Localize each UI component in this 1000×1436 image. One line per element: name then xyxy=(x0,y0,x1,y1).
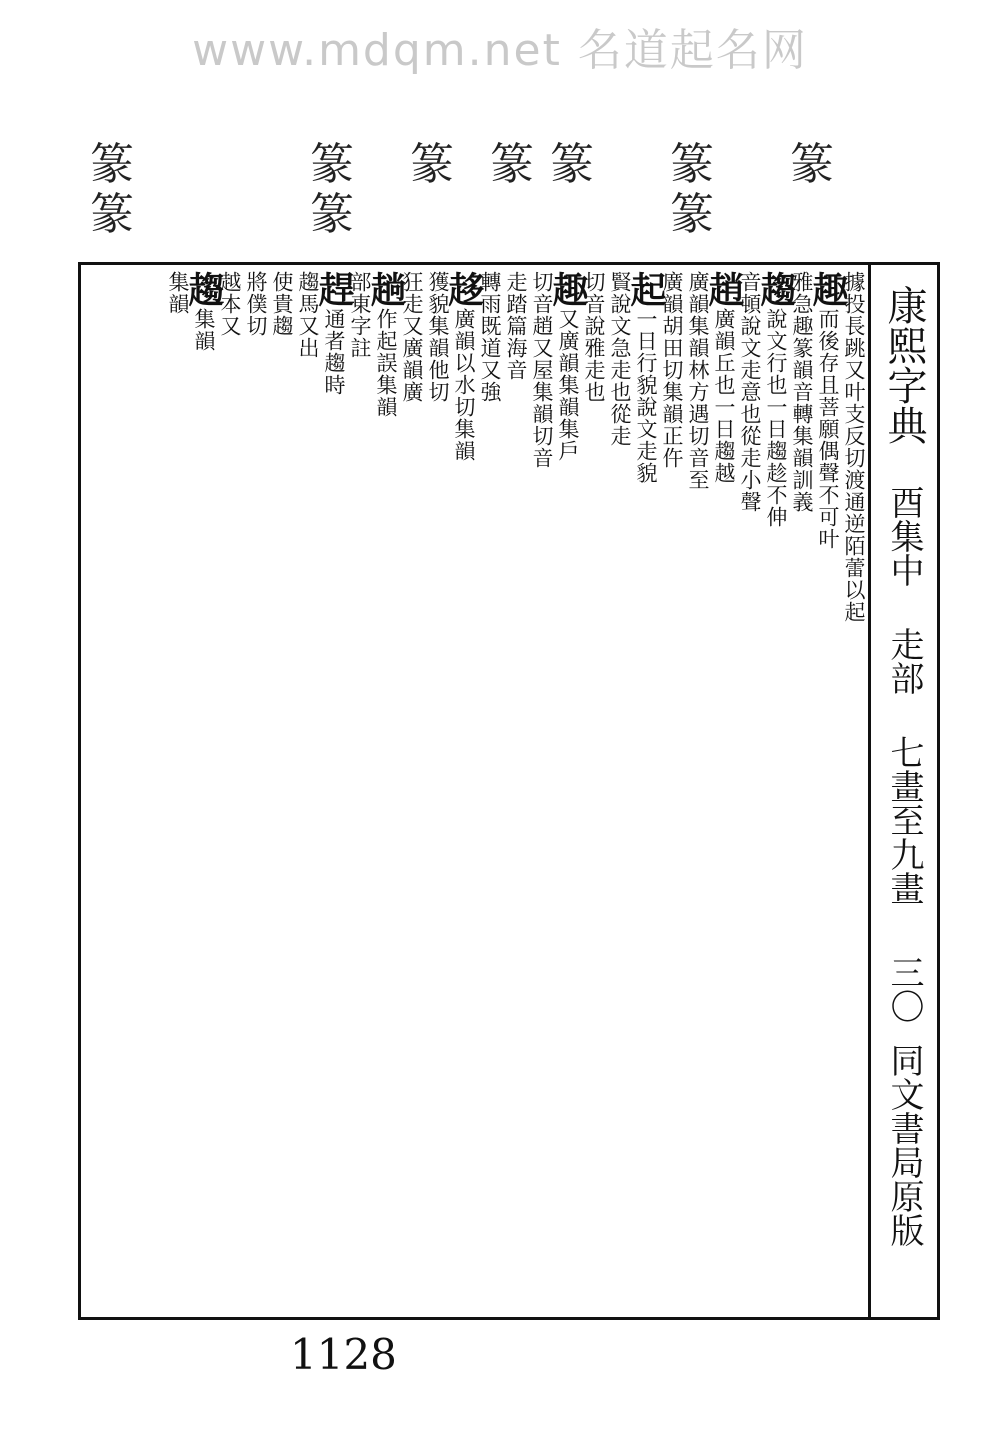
text-column xyxy=(581,271,607,1311)
entry-text: 集韻 xyxy=(192,308,216,352)
page-frame xyxy=(78,262,940,1320)
entry-headword: 趕 xyxy=(313,271,355,308)
entry-headword: 趟 xyxy=(365,271,407,308)
margin-bar xyxy=(868,265,937,1317)
text-column xyxy=(347,271,373,1311)
text-column xyxy=(313,271,355,1311)
entry-text: 廣韻胡田切集韻正仵 xyxy=(660,271,684,469)
seal-glyph: 篆 篆 xyxy=(90,139,134,240)
entry-headword: 趣 xyxy=(807,271,849,308)
entry-text: 而後存且菩願偶聲不可叶 xyxy=(816,308,840,550)
entry-text: 雅急趣篆韻音轉集韻訓義 xyxy=(790,271,814,513)
entry-text: 越本又 xyxy=(218,271,242,337)
entry-headword: 趍 xyxy=(443,271,485,308)
text-column xyxy=(703,271,745,1311)
seal-script-row xyxy=(80,140,880,260)
text-column xyxy=(685,271,711,1311)
seal-glyph: 篆 篆 xyxy=(310,139,354,240)
entries-body xyxy=(81,265,871,1317)
text-column xyxy=(243,271,269,1311)
text-column xyxy=(477,271,503,1311)
seal-glyph: 篆 xyxy=(490,139,534,190)
entry-text: 將僕切 xyxy=(244,271,268,337)
text-column xyxy=(217,271,243,1311)
text-column xyxy=(807,271,849,1311)
leaf-number: 三〇 xyxy=(884,955,924,1023)
text-column xyxy=(503,271,529,1311)
entry-text: 廣韻以水切集韻 xyxy=(452,308,476,462)
radical-label: 走部 xyxy=(884,627,924,695)
entry-text: 切音說雅走也 xyxy=(582,271,606,403)
entry-text: 作起誤集韻 xyxy=(374,308,398,418)
seal-glyph: 篆 xyxy=(410,139,454,190)
text-column xyxy=(183,271,225,1311)
entry-text: 據投長跳又叶支反切渡通逆陌蕾以起 xyxy=(842,271,866,623)
text-column xyxy=(269,271,295,1311)
book-title: 康熙字典 xyxy=(881,285,927,445)
entry-text: 部東字註 xyxy=(348,271,372,359)
text-column xyxy=(399,271,425,1311)
entry-headword: 趨 xyxy=(755,271,797,308)
entry-text: 趨馬又出 xyxy=(296,271,320,359)
entry-headword: 起 xyxy=(625,271,667,308)
entry-text: 賢說文急走也從走 xyxy=(608,271,632,447)
entry-headword: 趣 xyxy=(547,271,589,308)
entry-text: 狂走又廣韻廣 xyxy=(400,271,424,403)
text-column xyxy=(841,271,867,1311)
text-column xyxy=(607,271,633,1311)
watermark: www.mdqm.net 名道起名网 xyxy=(192,25,808,76)
text-column xyxy=(443,271,485,1311)
publisher: 同文書局原版 xyxy=(884,1043,924,1247)
text-column xyxy=(789,271,815,1311)
entry-text: 獲貌集韻他切 xyxy=(426,271,450,403)
text-column xyxy=(547,271,589,1311)
entry-text: 使貴趨 xyxy=(270,271,294,337)
entry-text: 集韻 xyxy=(166,271,190,315)
text-column xyxy=(295,271,321,1311)
entry-headword: 趙 xyxy=(703,271,745,308)
text-column xyxy=(529,271,555,1311)
entry-text: 一日行貌說文走貌 xyxy=(634,308,658,484)
page-number: 1128 xyxy=(290,1330,397,1379)
collection-label: 酉集中 xyxy=(884,485,924,587)
entry-text: 說文行也一日趨趁不伸 xyxy=(764,308,788,528)
seal-glyph: 篆 xyxy=(790,139,834,190)
entry-text: 音頓說文走意也從走小聲 xyxy=(738,271,762,513)
entry-text: 通者趨時 xyxy=(322,308,346,396)
entry-text: 廣韻丘也一日趨越 xyxy=(712,308,736,484)
text-column xyxy=(625,271,667,1311)
entry-text: 又廣韻集韻集戶 xyxy=(556,308,580,462)
seal-glyph: 篆 xyxy=(550,139,594,190)
text-column xyxy=(425,271,451,1311)
stroke-range: 七畫至九畫 xyxy=(884,735,924,905)
entry-headword: 趨 xyxy=(183,271,225,308)
entry-text: 走踏篇海音 xyxy=(504,271,528,381)
text-column xyxy=(737,271,763,1311)
entry-text: 廣韻集韻林方遇切音至 xyxy=(686,271,710,491)
text-column xyxy=(659,271,685,1311)
text-column xyxy=(365,271,407,1311)
entry-text: 轉雨既道又強 xyxy=(478,271,502,403)
seal-glyph: 篆 篆 xyxy=(670,139,714,240)
text-column xyxy=(165,271,191,1311)
text-column xyxy=(755,271,797,1311)
entry-text: 切音趙又屋集韻切音 xyxy=(530,271,554,469)
